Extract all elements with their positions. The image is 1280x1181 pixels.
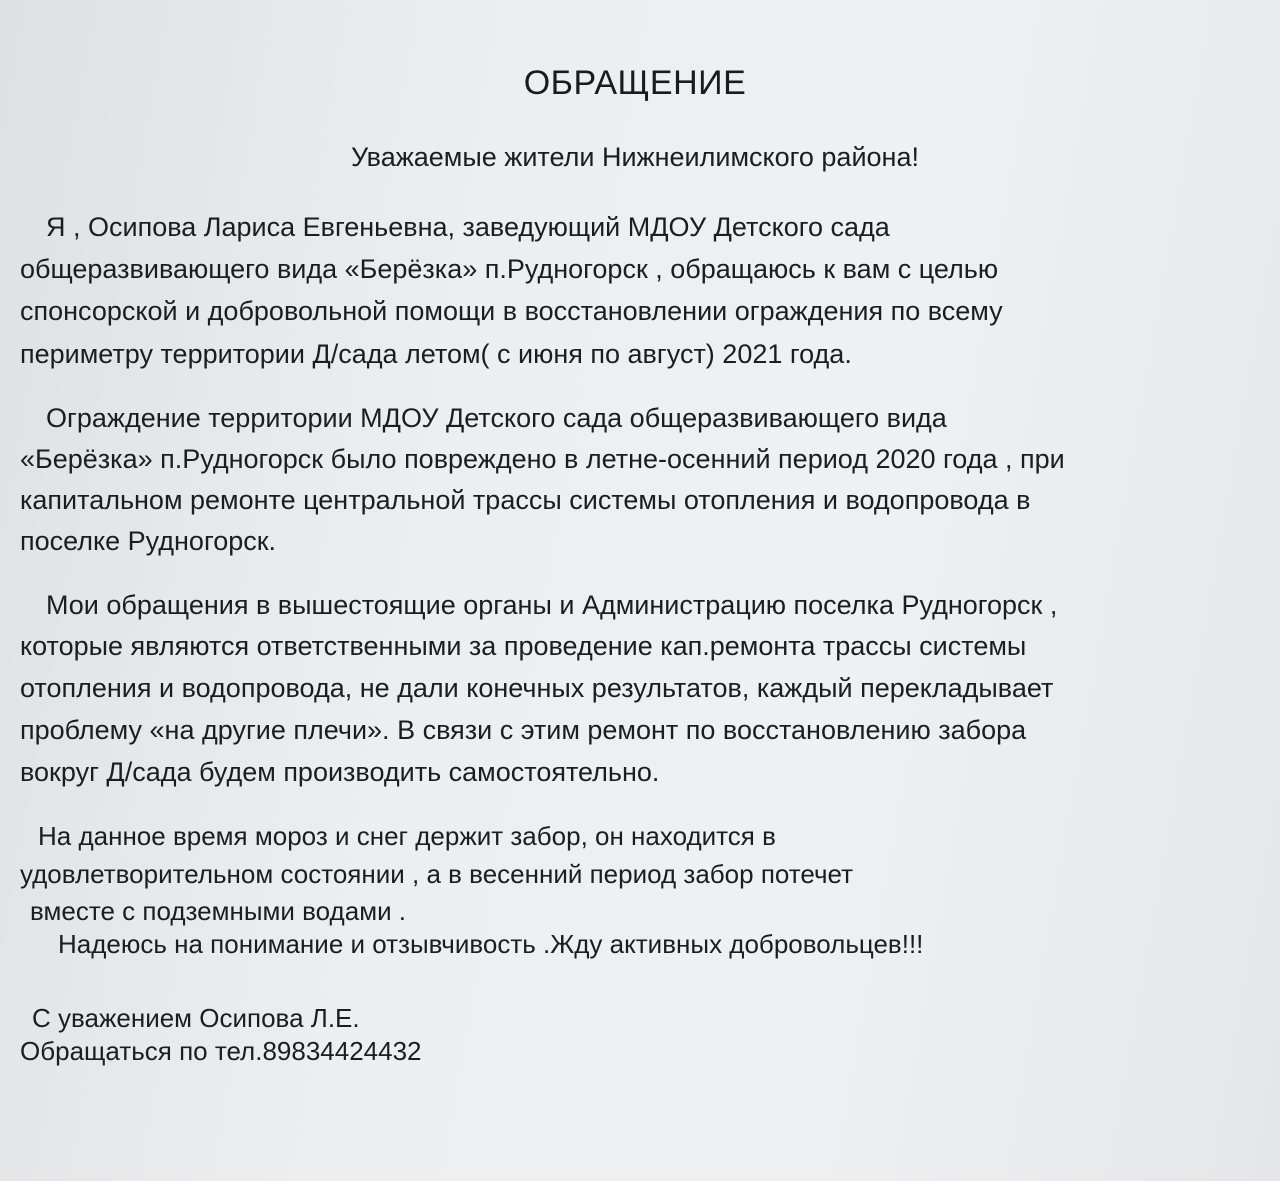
paragraph4-line: На данное время мороз и снег держит забор, он находится в: [38, 821, 776, 851]
document-title: ОБРАЩЕНИЕ: [523, 64, 747, 102]
signature: С уважением Осипова Л.Е.: [32, 1003, 360, 1033]
contact-phone: Обращаться по тел.89834424432: [20, 1036, 422, 1066]
paragraph2-line: капитальном ремонте центральной трассы системы отопления и водопровода в: [20, 485, 1031, 515]
paragraph4-line: удовлетворительном состоянии , а в весенний период забор потечет: [20, 859, 854, 889]
paragraph1-line: общеразвивающего вида «Берёзка» п.Рудногорск , обращаюсь к вам с целью: [20, 254, 999, 284]
paragraph3-line: которые являются ответственными за проведение кап.ремонта трассы системы: [20, 631, 1027, 661]
paragraph3-line: Мои обращения в вышестоящие органы и Администрацию поселка Рудногорск ,: [46, 590, 1058, 620]
paragraph2-line: «Берёзка» п.Рудногорск было повреждено в летне-осенний период 2020 года , при: [20, 444, 1065, 474]
paragraph1-line: периметру территории Д/сада летом( с июня по август) 2021 года.: [20, 339, 852, 369]
paragraph1-line: спонсорской и добровольной помощи в восстановлении ограждения по всему: [20, 296, 1003, 326]
greeting: Уважаемые жители Нижнеилимского района!: [351, 142, 919, 172]
paragraph3-line: вокруг Д/сада будем производить самостоятельно.: [20, 757, 660, 787]
paragraph3-line: отопления и водопровода, не дали конечных результатов, каждый перекладывает: [20, 673, 1054, 703]
paragraph2-line: Ограждение территории МДОУ Детского сада общеразвивающего вида: [46, 403, 947, 433]
paragraph1-line: Я , Осипова Лариса Евгеньевна, заведующий МДОУ Детского сада: [46, 212, 890, 242]
paragraph3-line: проблему «на другие плечи». В связи с этим ремонт по восстановлению забора: [20, 715, 1027, 745]
closing-line: Надеюсь на понимание и отзывчивость .Жду активных добровольцев!!!: [58, 929, 924, 959]
paragraph4-line: вместе с подземными водами .: [30, 896, 407, 926]
paragraph2-line: поселке Рудногорск.: [20, 526, 277, 556]
